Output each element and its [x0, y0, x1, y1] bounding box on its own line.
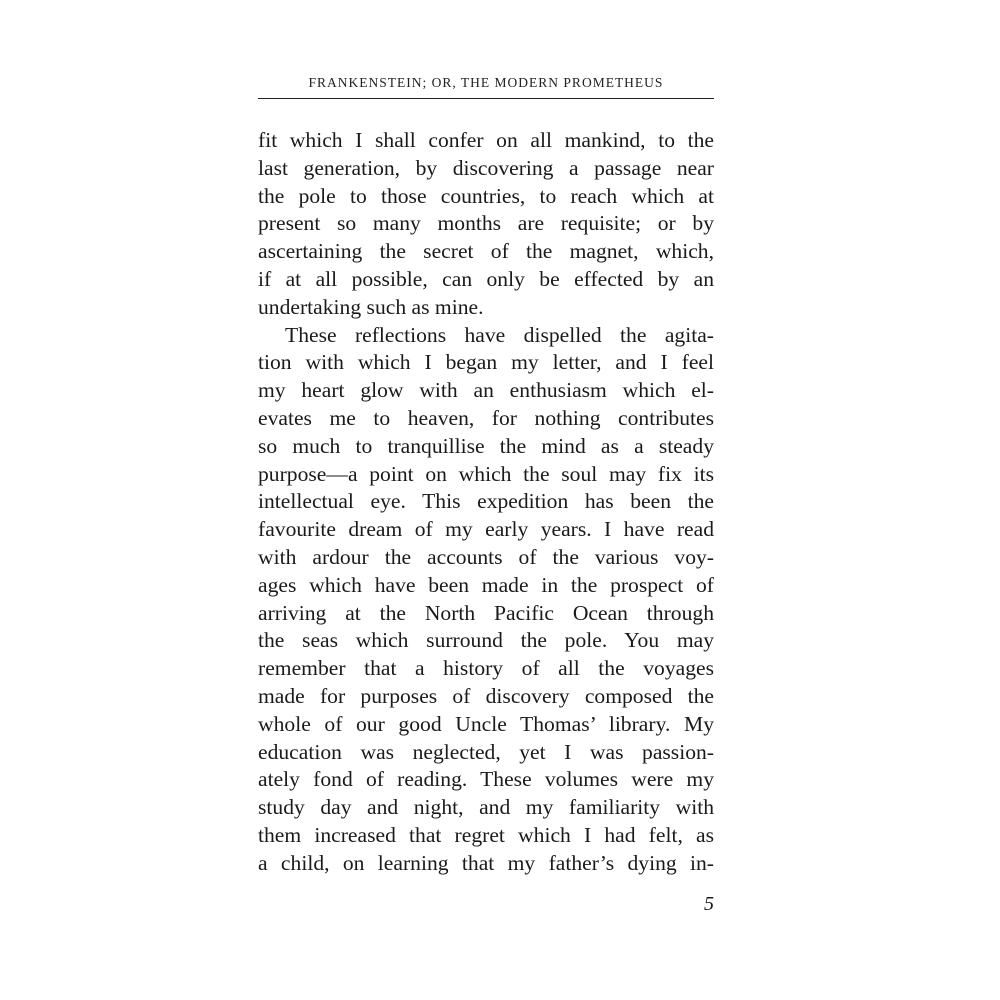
text-line: fit which I shall confer on all mankind, to the — [258, 128, 714, 152]
text-line: with ardour the accounts of the various voy- — [258, 544, 714, 569]
text-line: study day and night, and my familiarity with — [258, 795, 714, 820]
text-line: arriving at the North Pacific Ocean through — [258, 600, 714, 625]
text-line: if at all possible, can only be effected by an — [258, 266, 714, 291]
paragraph — [258, 127, 714, 322]
running-head: FRANKENSTEIN; OR, THE MODERN PROMETHEUS — [308, 75, 664, 90]
text-line: ascertaining the secret of the magnet, which, — [258, 239, 714, 264]
text-line: remember that a history of all the voyages — [258, 656, 714, 681]
page-number: 5 — [704, 893, 714, 915]
text-line: whole of our good Uncle Thomas’ library. My — [258, 711, 714, 736]
text-line: ately fond of reading. These volumes were my — [258, 767, 714, 792]
text-line: ages which have been made in the prospect of — [258, 572, 714, 597]
text-line: education was neglected, yet I was passion- — [258, 739, 714, 764]
paragraph — [258, 322, 714, 878]
text-line: evates me to heaven, for nothing contributes — [258, 405, 714, 430]
text-line: favourite dream of my early years. I have read — [258, 517, 714, 542]
text-line: the pole to those countries, to reach which at — [258, 183, 714, 208]
text-line: last generation, by discovering a passage near — [258, 155, 714, 180]
text-line: made for purposes of discovery composed the — [258, 683, 714, 708]
text-line: my heart glow with an enthusiasm which el- — [258, 378, 714, 403]
text-line: a child, on learning that my father’s dying in- — [258, 850, 714, 875]
text-line: the seas which surround the pole. You may — [258, 628, 714, 653]
text-line: so much to tranquillise the mind as a steady — [258, 433, 714, 458]
text-line: intellectual eye. This expedition has been the — [258, 489, 714, 514]
body-text — [258, 127, 714, 878]
text-line: undertaking such as mine. — [258, 294, 484, 319]
header-rule — [258, 98, 714, 99]
book-page — [258, 0, 714, 1000]
text-line: purpose—a point on which the soul may fix its — [258, 461, 714, 486]
text-line: These reflections have dispelled the agita- — [285, 322, 714, 347]
text-line: tion with which I began my letter, and I feel — [258, 350, 714, 375]
text-line: them increased that regret which I had felt, as — [258, 822, 714, 847]
text-line: present so many months are requisite; or by — [258, 211, 714, 236]
